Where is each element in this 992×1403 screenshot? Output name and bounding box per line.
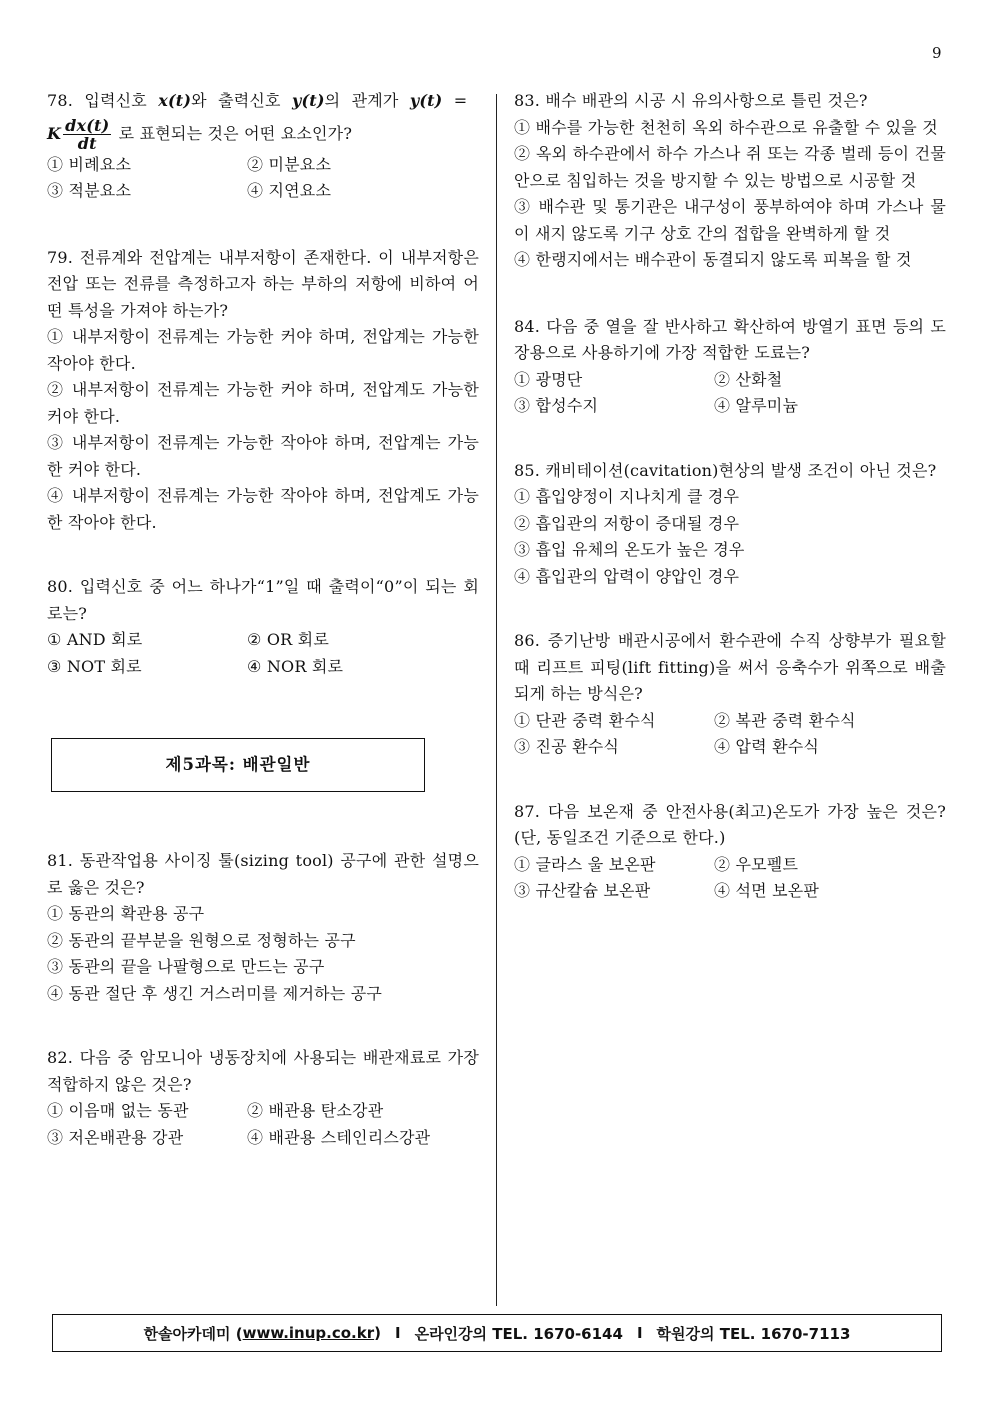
question-83 xyxy=(514,88,946,274)
q78-x-symbol: x(t) xyxy=(158,91,192,110)
section-title: 제5과목: 배관일반 xyxy=(165,754,311,774)
q86-option-1[interactable]: ① 단관 중력 환수식 xyxy=(514,710,656,730)
q79-option-4[interactable]: ④ 내부저항이 전류계는 가능한 작아야 하며, 전압계도 가능한 작아야 한다. xyxy=(47,486,479,532)
q84-option-2[interactable]: ② 산화철 xyxy=(714,369,783,389)
q85-option-4[interactable]: ④ 흡입관의 압력이 양압인 경우 xyxy=(514,566,740,586)
q78-prefix: 78. 입력신호 xyxy=(47,91,159,110)
footer-academy: 한솔아카데미 ( xyxy=(143,1324,243,1343)
footer-website-link[interactable]: www.inup.co.kr xyxy=(242,1324,375,1342)
q83-option-4[interactable]: ④ 한랭지에서는 배수관이 동결되지 않도록 피복을 할 것 xyxy=(514,250,912,269)
q80-option-2[interactable]: ② OR 회로 xyxy=(247,630,329,649)
q78-fraction xyxy=(63,117,111,152)
question-85 xyxy=(514,458,946,591)
footer-separator-2: I xyxy=(636,1324,643,1342)
q78-options xyxy=(47,152,479,205)
q80-stem: 80. 입력신호 중 어느 하나가“1”일 때 출력이“0”이 되는 회로는? xyxy=(47,577,479,623)
question-79 xyxy=(47,245,479,537)
question-87 xyxy=(514,799,946,905)
q84-stem: 84. 다음 중 열을 잘 반사하고 확산하여 방열기 표면 등의 도장용으로 사용하기에 가장 적합한 도료는? xyxy=(514,316,946,362)
q82-option-3[interactable]: ③ 저온배관용 강관 xyxy=(47,1127,184,1147)
q83-option-2[interactable]: ② 옥외 하수관에서 하수 가스나 쥐 또는 각종 벌레 등이 건물 안으로 침입하는 것을 방지할 수 있는 방법으로 시공할 것 xyxy=(514,144,946,190)
section-title-box xyxy=(51,738,425,792)
question-86 xyxy=(514,628,946,761)
q79-stem: 79. 전류계와 전압계는 내부저항이 존재한다. 이 내부저항은 전압 또는 전류를 측정하고자 하는 부하의 저항에 비하여 어떤 특성을 가져야 하는가? xyxy=(47,247,479,320)
question-84 xyxy=(514,314,946,420)
footer-offline-phone: 학원강의 TEL. 1670-7113 xyxy=(656,1324,851,1343)
q79-option-3[interactable]: ③ 내부저항이 전류계는 가능한 작아야 하며, 전압계는 가능한 커야 한다. xyxy=(47,433,479,479)
footer-box xyxy=(52,1314,942,1352)
q86-stem: 86. 증기난방 배관시공에서 환수관에 수직 상향부가 필요할 때 리프트 피팅(lift fitting)을 써서 응축수가 위쪽으로 배출되게 하는 방식은? xyxy=(514,631,946,703)
column-divider xyxy=(496,94,497,1306)
q78-option-4[interactable]: ④ 지연요소 xyxy=(247,181,332,200)
q79-option-2[interactable]: ② 내부저항이 전류계는 가능한 커야 하며, 전압계도 가능한 커야 한다. xyxy=(47,380,479,426)
footer-academy-close: ) xyxy=(374,1324,381,1342)
q82-options xyxy=(47,1098,479,1151)
q84-option-3[interactable]: ③ 합성수지 xyxy=(514,396,599,415)
q87-option-2[interactable]: ② 우모펠트 xyxy=(714,854,799,874)
q78-fraction-numerator: dx(t) xyxy=(65,115,110,135)
q78-option-2[interactable]: ② 미분요소 xyxy=(247,154,332,174)
q78-k-symbol: K xyxy=(47,123,62,143)
q78-mid2: 의 관계가 xyxy=(324,91,410,110)
q87-options xyxy=(514,852,946,905)
q86-option-3[interactable]: ③ 진공 환수식 xyxy=(514,737,620,756)
q78-eq: = xyxy=(442,91,468,110)
q81-stem: 81. 동관작업용 사이징 툴(sizing tool) 공구에 관한 설명으로 옳은 것은? xyxy=(47,851,479,897)
q78-y-symbol: y(t) xyxy=(291,91,325,110)
q81-option-4[interactable]: ④ 동관 절단 후 생긴 거스러미를 제거하는 공구 xyxy=(47,983,383,1003)
q78-fraction-denominator: dt xyxy=(77,133,97,153)
q85-stem: 85. 캐비테이션(cavitation)현상의 발생 조건이 아닌 것은? xyxy=(514,460,937,480)
q82-stem: 82. 다음 중 암모니아 냉동장치에 사용되는 배관재료로 가장 적합하지 않은 것은? xyxy=(47,1048,479,1094)
q78-y2-symbol: y(t) xyxy=(409,91,443,110)
q84-option-1[interactable]: ① 광명단 xyxy=(514,369,583,389)
q87-option-1[interactable]: ① 글라스 울 보온판 xyxy=(514,854,656,874)
q78-suffix: 로 표현되는 것은 어떤 요소인가? xyxy=(113,123,353,143)
footer-separator-1: I xyxy=(394,1324,401,1342)
q80-options xyxy=(47,627,479,680)
q78-option-3[interactable]: ③ 적분요소 xyxy=(47,181,132,200)
page-number: 9 xyxy=(932,44,942,62)
q83-stem: 83. 배수 배관의 시공 시 유의사항으로 틀린 것은? xyxy=(514,91,868,110)
question-80 xyxy=(47,574,479,680)
q83-option-1[interactable]: ① 배수를 가능한 천천히 옥외 하수관으로 유출할 수 있을 것 xyxy=(514,117,938,137)
question-78 xyxy=(47,88,479,205)
q86-option-2[interactable]: ② 복관 중력 환수식 xyxy=(714,710,856,730)
q85-option-1[interactable]: ① 흡입양정이 지나치게 클 경우 xyxy=(514,487,740,506)
q79-option-1[interactable]: ① 내부저항이 전류계는 가능한 커야 하며, 전압계는 가능한 작아야 한다. xyxy=(47,327,479,373)
q85-option-3[interactable]: ③ 흡입 유체의 온도가 높은 경우 xyxy=(514,540,745,559)
q85-option-2[interactable]: ② 흡입관의 저항이 증대될 경우 xyxy=(514,513,740,533)
q87-option-3[interactable]: ③ 규산칼슘 보온판 xyxy=(514,881,651,900)
q87-option-4[interactable]: ④ 석면 보온판 xyxy=(714,881,820,900)
q84-options xyxy=(514,367,946,420)
q80-option-4[interactable]: ④ NOR 회로 xyxy=(247,656,344,676)
q82-option-4[interactable]: ④ 배관용 스테인리스강관 xyxy=(247,1127,431,1147)
question-82 xyxy=(47,1045,479,1151)
q78-mid1: 와 출력신호 xyxy=(191,91,292,110)
q78-option-1[interactable]: ① 비례요소 xyxy=(47,154,132,174)
q87-stem: 87. 다음 보온재 중 안전사용(최고)온도가 가장 높은 것은? (단, 동일조건 기준으로 한다.) xyxy=(514,801,946,847)
q80-option-3[interactable]: ③ NOT 회로 xyxy=(47,656,142,676)
q81-option-1[interactable]: ① 동관의 확관용 공구 xyxy=(47,904,205,923)
q83-option-3[interactable]: ③ 배수관 및 통기관은 내구성이 풍부하여야 하며 가스나 물이 새지 않도록 기구 상호 간의 접합을 완벽하게 할 것 xyxy=(514,197,946,243)
q82-option-1[interactable]: ① 이음매 없는 동관 xyxy=(47,1101,189,1120)
right-column xyxy=(514,88,946,905)
q84-option-4[interactable]: ④ 알루미늄 xyxy=(714,396,799,415)
question-81 xyxy=(47,848,479,1007)
q82-option-2[interactable]: ② 배관용 탄소강관 xyxy=(247,1101,384,1120)
footer-online-phone: 온라인강의 TEL. 1670-6144 xyxy=(414,1324,623,1343)
q86-option-4[interactable]: ④ 압력 환수식 xyxy=(714,737,820,756)
q81-option-3[interactable]: ③ 동관의 끝을 나팔형으로 만드는 공구 xyxy=(47,957,325,976)
q81-option-2[interactable]: ② 동관의 끝부분을 원형으로 정형하는 공구 xyxy=(47,930,356,950)
q80-option-1[interactable]: ① AND 회로 xyxy=(47,630,143,649)
left-column xyxy=(47,88,479,1151)
q86-options xyxy=(514,708,946,761)
